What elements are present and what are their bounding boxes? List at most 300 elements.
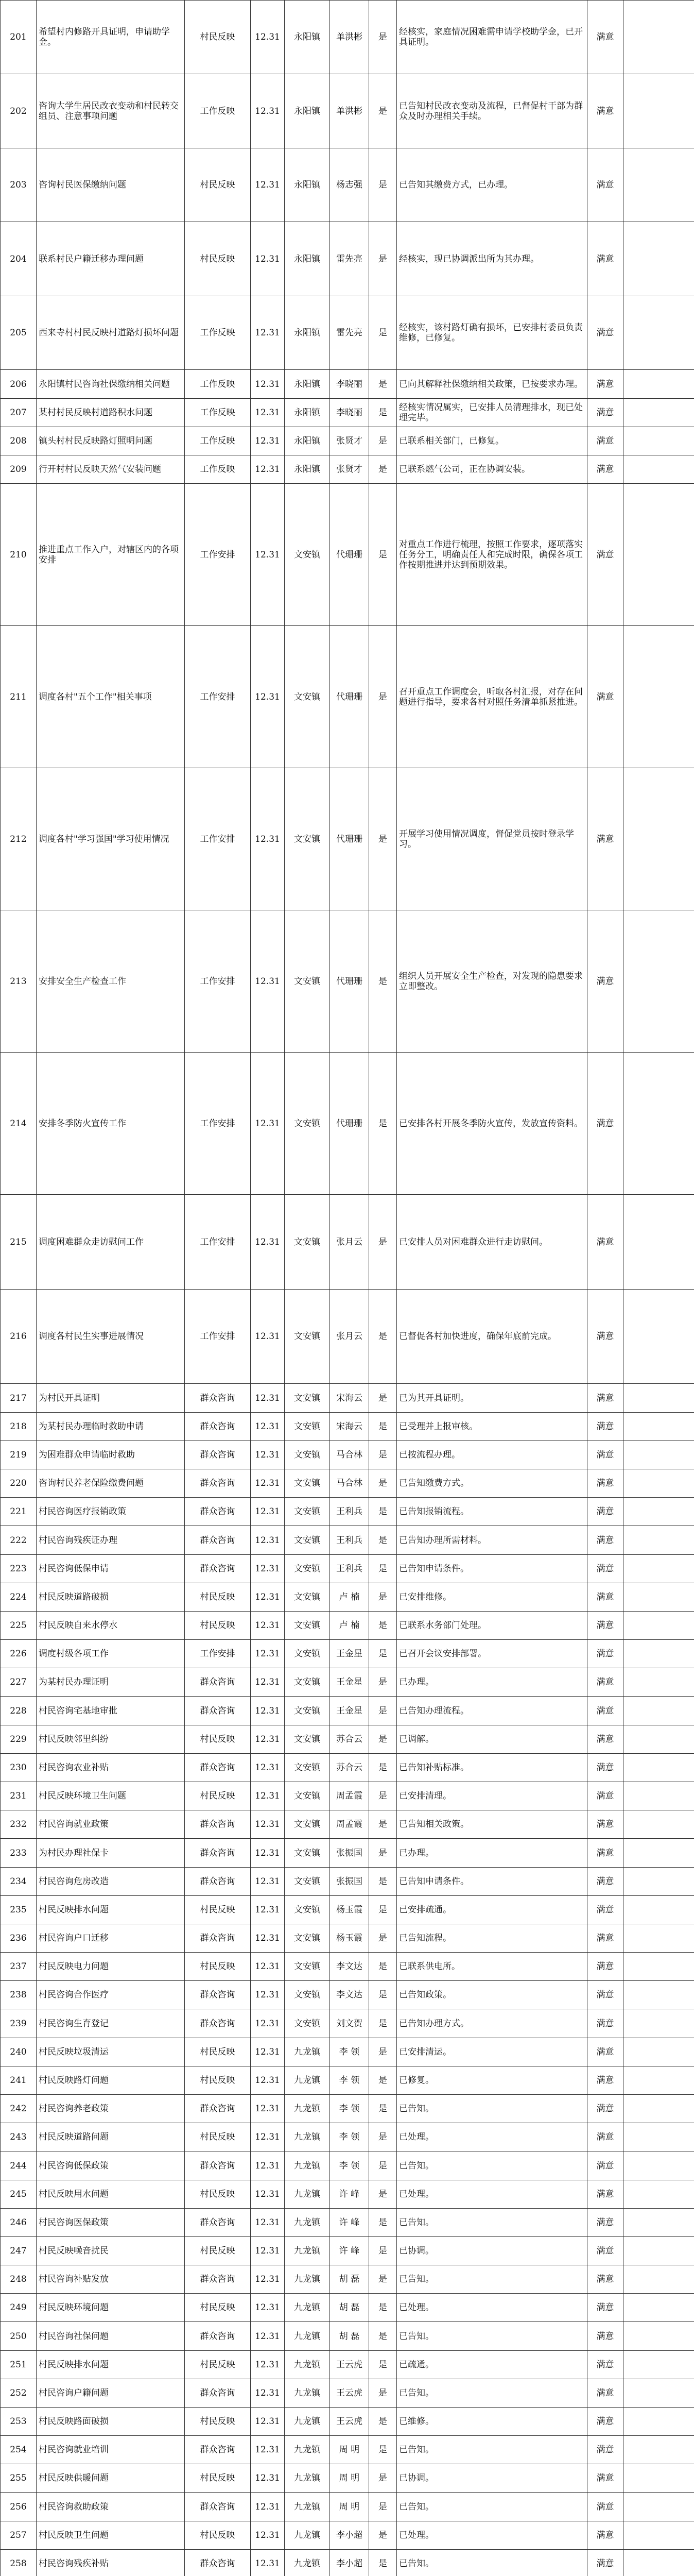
record-handling: 已告知缴费方式。: [397, 1469, 587, 1498]
record-note: [623, 1469, 694, 1498]
record-number: 218: [1, 1413, 37, 1441]
record-result: 满意: [587, 74, 623, 148]
record-town: 永阳镇: [285, 427, 330, 455]
record-number: 223: [1, 1555, 37, 1583]
table-row: [1, 1896, 694, 1924]
record-handling: 已处理。: [397, 2123, 587, 2151]
record-content: 村民咨询残疾补贴: [37, 2550, 185, 2576]
record-town: 永阳镇: [285, 74, 330, 148]
record-handling: 已告知报销流程。: [397, 1498, 587, 1526]
record-person: 胡 磊: [330, 2265, 369, 2294]
record-note: [623, 1868, 694, 1896]
record-date: 12.31: [251, 1469, 285, 1498]
record-content: 村民反映排水问题: [37, 1896, 185, 1924]
record-town: 九龙镇: [285, 2209, 330, 2237]
record-note: [623, 1498, 694, 1526]
table-row: [1, 2066, 694, 2095]
record-town: 九龙镇: [285, 2151, 330, 2180]
record-content: 村民反映路面破损: [37, 2408, 185, 2436]
record-note: [623, 626, 694, 768]
record-date: 12.31: [251, 2436, 285, 2464]
record-person: 王金星: [330, 1668, 369, 1697]
record-content: 镇头村村民反映路灯照明问题: [37, 427, 185, 455]
record-number: 230: [1, 1754, 37, 1782]
record-result: 满意: [587, 1053, 623, 1195]
record-flag: 是: [369, 2265, 397, 2294]
record-handling: 已告知。: [397, 2151, 587, 2180]
record-type: 群众咨询: [185, 2493, 251, 2521]
record-flag: 是: [369, 768, 397, 910]
record-person: 王利兵: [330, 1526, 369, 1555]
record-flag: 是: [369, 1413, 397, 1441]
record-result: 满意: [587, 1413, 623, 1441]
record-handling: 已安排清理。: [397, 1782, 587, 1810]
record-note: [623, 2180, 694, 2209]
record-person: 李 领: [330, 2095, 369, 2123]
record-content: 村民反映邻里纠纷: [37, 1725, 185, 1754]
table-row: [1, 2408, 694, 2436]
record-note: [623, 2209, 694, 2237]
table-row: [1, 222, 694, 296]
record-note: [623, 1441, 694, 1469]
record-flag: 是: [369, 1498, 397, 1526]
record-note: [623, 2521, 694, 2550]
record-type: 村民反映: [185, 2521, 251, 2550]
record-date: 12.31: [251, 1384, 285, 1413]
record-person: 杨玉霞: [330, 1924, 369, 1953]
record-date: 12.31: [251, 222, 285, 296]
record-number: 256: [1, 2493, 37, 2521]
record-town: 九龙镇: [285, 2351, 330, 2379]
record-content: 村民反映自来水停水: [37, 1612, 185, 1640]
record-number: 227: [1, 1668, 37, 1697]
record-result: 满意: [587, 1640, 623, 1668]
record-result: 满意: [587, 2209, 623, 2237]
record-date: 12.31: [251, 1782, 285, 1810]
record-flag: 是: [369, 427, 397, 455]
record-number: 242: [1, 2095, 37, 2123]
record-handling: 召开重点工作调度会，听取各村汇报，对存在问题进行指导，要求各村对照任务清单抓紧推进。: [397, 626, 587, 768]
record-number: 212: [1, 768, 37, 910]
record-person: 李晓丽: [330, 370, 369, 399]
record-content: 村民咨询合作医疗: [37, 1981, 185, 2009]
record-note: [623, 2493, 694, 2521]
record-person: 周 明: [330, 2436, 369, 2464]
record-note: [623, 2066, 694, 2095]
record-flag: 是: [369, 2209, 397, 2237]
record-note: [623, 1924, 694, 1953]
record-date: 12.31: [251, 626, 285, 768]
record-town: 文安镇: [285, 768, 330, 910]
record-number: 248: [1, 2265, 37, 2294]
record-type: 群众咨询: [185, 1668, 251, 1697]
table-row: [1, 1469, 694, 1498]
table-row: [1, 2151, 694, 2180]
record-number: 237: [1, 1953, 37, 1981]
record-type: 群众咨询: [185, 1555, 251, 1583]
record-town: 文安镇: [285, 1384, 330, 1413]
table-row: [1, 1981, 694, 2009]
record-number: 204: [1, 222, 37, 296]
record-type: 工作反映: [185, 399, 251, 427]
record-flag: 是: [369, 2038, 397, 2066]
record-result: 满意: [587, 296, 623, 370]
record-content: 调度村级各项工作: [37, 1640, 185, 1668]
record-result: 满意: [587, 427, 623, 455]
record-result: 满意: [587, 1441, 623, 1469]
record-result: 满意: [587, 2379, 623, 2408]
record-number: 236: [1, 1924, 37, 1953]
record-type: 群众咨询: [185, 2265, 251, 2294]
record-result: 满意: [587, 370, 623, 399]
record-number: 211: [1, 626, 37, 768]
record-flag: 是: [369, 484, 397, 626]
table-row: [1, 2180, 694, 2209]
record-number: 221: [1, 1498, 37, 1526]
record-result: 满意: [587, 1924, 623, 1953]
record-result: 满意: [587, 626, 623, 768]
record-number: 208: [1, 427, 37, 455]
record-date: 12.31: [251, 1413, 285, 1441]
record-result: 满意: [587, 2322, 623, 2351]
record-number: 224: [1, 1583, 37, 1612]
record-date: 12.31: [251, 2066, 285, 2095]
record-result: 满意: [587, 1810, 623, 1839]
record-result: 满意: [587, 2493, 623, 2521]
record-number: 241: [1, 2066, 37, 2095]
record-person: 宋海云: [330, 1413, 369, 1441]
record-note: [623, 2265, 694, 2294]
record-result: 满意: [587, 1725, 623, 1754]
record-town: 九龙镇: [285, 2294, 330, 2322]
record-flag: 是: [369, 1441, 397, 1469]
record-date: 12.31: [251, 370, 285, 399]
record-date: 12.31: [251, 455, 285, 484]
record-note: [623, 1839, 694, 1868]
record-flag: 是: [369, 2151, 397, 2180]
record-content: 永阳镇村民咨询社保缴纳相关问题: [37, 370, 185, 399]
record-town: 九龙镇: [285, 2038, 330, 2066]
record-result: 满意: [587, 1754, 623, 1782]
record-town: 永阳镇: [285, 222, 330, 296]
record-date: 12.31: [251, 1441, 285, 1469]
record-number: 231: [1, 1782, 37, 1810]
record-note: [623, 222, 694, 296]
record-flag: 是: [369, 2322, 397, 2351]
record-type: 工作反映: [185, 455, 251, 484]
record-number: 206: [1, 370, 37, 399]
record-person: 王金星: [330, 1640, 369, 1668]
record-result: 满意: [587, 1953, 623, 1981]
record-result: 满意: [587, 1469, 623, 1498]
record-flag: 是: [369, 2294, 397, 2322]
record-note: [623, 1782, 694, 1810]
record-handling: 已告知。: [397, 2095, 587, 2123]
record-result: 满意: [587, 1583, 623, 1612]
record-person: 王云虎: [330, 2379, 369, 2408]
record-flag: 是: [369, 1839, 397, 1868]
record-date: 12.31: [251, 399, 285, 427]
record-type: 工作安排: [185, 768, 251, 910]
record-type: 群众咨询: [185, 1441, 251, 1469]
record-content: 村民反映电力问题: [37, 1953, 185, 1981]
record-content: 村民咨询户籍问题: [37, 2379, 185, 2408]
record-flag: 是: [369, 1583, 397, 1612]
record-person: 代珊珊: [330, 1053, 369, 1195]
record-note: [623, 2322, 694, 2351]
record-note: [623, 1612, 694, 1640]
table-row: [1, 1668, 694, 1697]
table-row: [1, 1290, 694, 1384]
record-handling: 经核实情况属实，已安排人员清理排水，现已处理完毕。: [397, 399, 587, 427]
record-type: 群众咨询: [185, 1924, 251, 1953]
record-person: 王云虎: [330, 2351, 369, 2379]
record-flag: 是: [369, 2521, 397, 2550]
table-row: [1, 1697, 694, 1725]
record-content: 村民反映噪音扰民: [37, 2237, 185, 2265]
table-row: [1, 1868, 694, 1896]
record-note: [623, 1697, 694, 1725]
record-date: 12.31: [251, 2408, 285, 2436]
table-row: [1, 2493, 694, 2521]
record-type: 群众咨询: [185, 2322, 251, 2351]
record-town: 文安镇: [285, 1053, 330, 1195]
record-flag: 是: [369, 2464, 397, 2493]
record-flag: 是: [369, 2095, 397, 2123]
record-result: 满意: [587, 455, 623, 484]
record-town: 文安镇: [285, 1290, 330, 1384]
record-result: 满意: [587, 148, 623, 222]
record-content: 村民咨询危房改造: [37, 1868, 185, 1896]
record-date: 12.31: [251, 2123, 285, 2151]
record-number: 216: [1, 1290, 37, 1384]
record-person: 李 领: [330, 2151, 369, 2180]
record-number: 234: [1, 1868, 37, 1896]
record-date: 12.31: [251, 1810, 285, 1839]
record-flag: 是: [369, 2408, 397, 2436]
table-row: [1, 2038, 694, 2066]
record-town: 文安镇: [285, 1583, 330, 1612]
record-handling: 组织人员开展安全生产检查，对发现的隐患要求立即整改。: [397, 910, 587, 1053]
record-type: 工作安排: [185, 1195, 251, 1290]
record-type: 村民反映: [185, 1612, 251, 1640]
table-row: [1, 1555, 694, 1583]
record-person: 张月云: [330, 1290, 369, 1384]
record-handling: 已督促各村加快进度，确保年底前完成。: [397, 1290, 587, 1384]
record-content: 西来寺村村民反映村道路灯损坏问题: [37, 296, 185, 370]
table-row: [1, 1754, 694, 1782]
record-note: [623, 74, 694, 148]
record-note: [623, 2237, 694, 2265]
record-handling: 已告知办理方式。: [397, 2009, 587, 2038]
record-handling: 已调解。: [397, 1725, 587, 1754]
record-person: 苏合云: [330, 1725, 369, 1754]
table-row: [1, 626, 694, 768]
record-type: 工作安排: [185, 1640, 251, 1668]
record-date: 12.31: [251, 768, 285, 910]
record-town: 文安镇: [285, 1697, 330, 1725]
record-result: 满意: [587, 399, 623, 427]
record-note: [623, 1290, 694, 1384]
record-content: 村民咨询补贴发放: [37, 2265, 185, 2294]
record-town: 文安镇: [285, 1924, 330, 1953]
record-town: 九龙镇: [285, 2464, 330, 2493]
record-result: 满意: [587, 1526, 623, 1555]
record-person: 杨志强: [330, 148, 369, 222]
record-number: 207: [1, 399, 37, 427]
record-type: 群众咨询: [185, 2209, 251, 2237]
record-number: 201: [1, 1, 37, 74]
record-result: 满意: [587, 484, 623, 626]
record-date: 12.31: [251, 1555, 285, 1583]
record-note: [623, 1526, 694, 1555]
record-date: 12.31: [251, 74, 285, 148]
table-row: [1, 2521, 694, 2550]
record-person: 王金星: [330, 1697, 369, 1725]
record-person: 杨玉霞: [330, 1896, 369, 1924]
table-row: [1, 1583, 694, 1612]
record-content: 行开村村民反映天然气安装问题: [37, 455, 185, 484]
record-town: 文安镇: [285, 1782, 330, 1810]
record-person: 胡 磊: [330, 2322, 369, 2351]
record-flag: 是: [369, 2066, 397, 2095]
record-flag: 是: [369, 1, 397, 74]
record-flag: 是: [369, 296, 397, 370]
record-town: 九龙镇: [285, 2066, 330, 2095]
record-handling: 已告知政策。: [397, 1981, 587, 2009]
record-person: 李 领: [330, 2066, 369, 2095]
record-content: 调度困难群众走访慰问工作: [37, 1195, 185, 1290]
record-town: 文安镇: [285, 1413, 330, 1441]
record-person: 许 峰: [330, 2180, 369, 2209]
record-date: 12.31: [251, 2351, 285, 2379]
record-town: 文安镇: [285, 1896, 330, 1924]
table-row: [1, 1384, 694, 1413]
table-row: [1, 370, 694, 399]
record-content: 村民咨询户口迁移: [37, 1924, 185, 1953]
table-row: [1, 2265, 694, 2294]
record-type: 村民反映: [185, 1953, 251, 1981]
record-handling: 已联系供电所。: [397, 1953, 587, 1981]
record-note: [623, 2009, 694, 2038]
record-result: 满意: [587, 1384, 623, 1413]
record-handling: 已告知流程。: [397, 1924, 587, 1953]
record-handling: 已联系水务部门处理。: [397, 1612, 587, 1640]
record-person: 周孟霞: [330, 1810, 369, 1839]
record-flag: 是: [369, 1469, 397, 1498]
record-person: 李 领: [330, 2123, 369, 2151]
record-content: 为某村民办理证明: [37, 1668, 185, 1697]
record-result: 满意: [587, 2123, 623, 2151]
record-person: 代珊珊: [330, 768, 369, 910]
table-row: [1, 2436, 694, 2464]
record-flag: 是: [369, 1754, 397, 1782]
record-number: 233: [1, 1839, 37, 1868]
record-type: 村民反映: [185, 1583, 251, 1612]
table-row: [1, 1053, 694, 1195]
record-content: 为村民开具证明: [37, 1384, 185, 1413]
table-row: [1, 1, 694, 74]
record-note: [623, 2151, 694, 2180]
record-content: 村民咨询农业补贴: [37, 1754, 185, 1782]
record-note: [623, 1981, 694, 2009]
record-person: 张贤才: [330, 427, 369, 455]
record-note: [623, 1413, 694, 1441]
table-row: [1, 1953, 694, 1981]
record-handling: 已联系燃气公司，正在协调安装。: [397, 455, 587, 484]
record-number: 238: [1, 1981, 37, 2009]
record-type: 群众咨询: [185, 1810, 251, 1839]
table-row: [1, 2550, 694, 2576]
record-result: 满意: [587, 222, 623, 296]
table-row: [1, 2464, 694, 2493]
record-handling: 已处理。: [397, 2294, 587, 2322]
record-date: 12.31: [251, 2493, 285, 2521]
record-result: 满意: [587, 2294, 623, 2322]
record-result: 满意: [587, 2237, 623, 2265]
record-flag: 是: [369, 1640, 397, 1668]
record-type: 群众咨询: [185, 1697, 251, 1725]
record-number: 243: [1, 2123, 37, 2151]
record-date: 12.31: [251, 1924, 285, 1953]
record-town: 文安镇: [285, 1725, 330, 1754]
record-handling: 已告知其缴费方式，已办理。: [397, 148, 587, 222]
record-type: 群众咨询: [185, 1526, 251, 1555]
record-number: 254: [1, 2436, 37, 2464]
table-row: [1, 455, 694, 484]
record-content: 村民咨询救助政策: [37, 2493, 185, 2521]
record-result: 满意: [587, 2351, 623, 2379]
record-note: [623, 2038, 694, 2066]
table-row: [1, 2237, 694, 2265]
record-handling: 已告知办理所需材料。: [397, 1526, 587, 1555]
record-town: 九龙镇: [285, 2322, 330, 2351]
record-town: 九龙镇: [285, 2408, 330, 2436]
record-date: 12.31: [251, 1612, 285, 1640]
record-flag: 是: [369, 1697, 397, 1725]
record-number: 250: [1, 2322, 37, 2351]
record-flag: 是: [369, 1612, 397, 1640]
record-note: [623, 148, 694, 222]
record-date: 12.31: [251, 1839, 285, 1868]
record-town: 九龙镇: [285, 2550, 330, 2576]
record-number: 258: [1, 2550, 37, 2576]
record-content: 村民反映环境问题: [37, 2294, 185, 2322]
record-number: 232: [1, 1810, 37, 1839]
table-row: [1, 1612, 694, 1640]
record-date: 12.31: [251, 1526, 285, 1555]
record-content: 村民咨询残疾证办理: [37, 1526, 185, 1555]
record-handling: 已安排清运。: [397, 2038, 587, 2066]
record-type: 群众咨询: [185, 1839, 251, 1868]
record-number: 205: [1, 296, 37, 370]
record-town: 文安镇: [285, 1526, 330, 1555]
record-town: 文安镇: [285, 1981, 330, 2009]
record-number: 251: [1, 2351, 37, 2379]
record-type: 群众咨询: [185, 1754, 251, 1782]
record-town: 文安镇: [285, 1810, 330, 1839]
record-handling: 已安排各村开展冬季防火宣传，发放宣传资料。: [397, 1053, 587, 1195]
table-row: [1, 2322, 694, 2351]
record-town: 文安镇: [285, 1668, 330, 1697]
table-row: [1, 1640, 694, 1668]
record-note: [623, 2550, 694, 2576]
record-date: 12.31: [251, 2151, 285, 2180]
record-note: [623, 1053, 694, 1195]
record-handling: 已告知村民改衣变动及流程，已督促村干部为群众及时办理相关手续。: [397, 74, 587, 148]
record-date: 12.31: [251, 2379, 285, 2408]
record-type: 群众咨询: [185, 2379, 251, 2408]
